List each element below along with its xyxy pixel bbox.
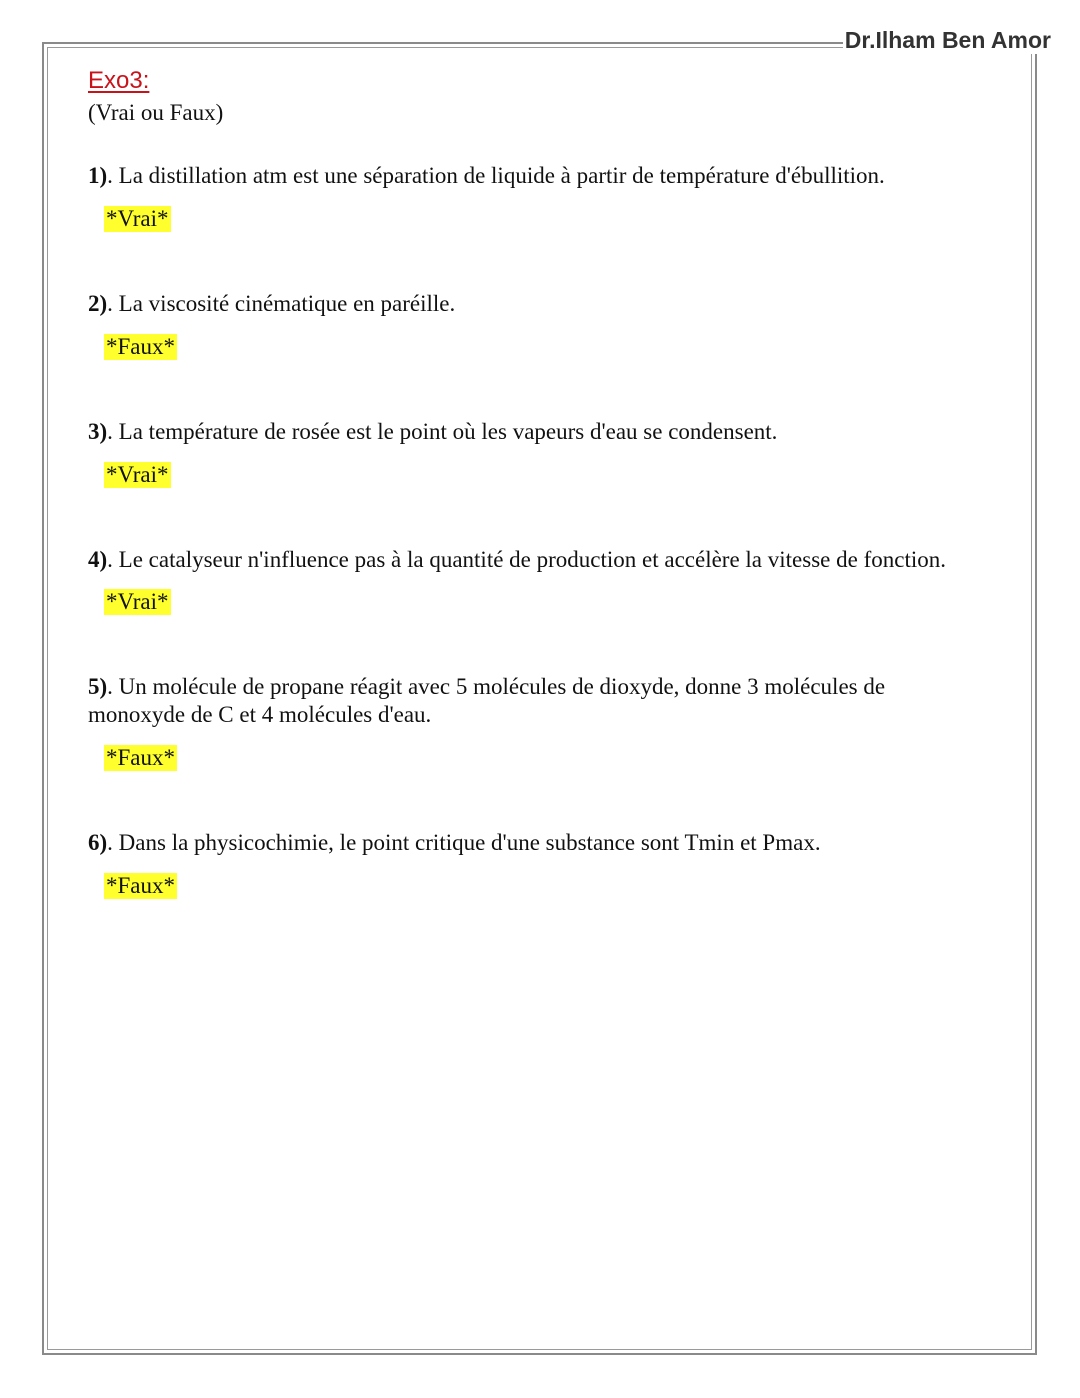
question-number: 6) bbox=[88, 830, 108, 855]
question-5 bbox=[88, 673, 968, 729]
answer-5-highlight: *Faux* bbox=[106, 745, 175, 770]
question-text: . La distillation atm est une séparation de liquide à partir de température d'ébullition. bbox=[107, 163, 885, 188]
question-number: 3) bbox=[88, 419, 108, 444]
question-2 bbox=[88, 290, 1018, 318]
question-text: . La température de rosée est le point où les vapeurs d'eau se condensent. bbox=[107, 419, 778, 444]
question-number: 5) bbox=[88, 674, 108, 699]
answer-6-highlight: *Faux* bbox=[106, 873, 175, 898]
question-text: . Dans la physicochimie, le point critique d'une substance sont Tmin et Pmax. bbox=[107, 830, 821, 855]
question-text: . Un molécule de propane réagit avec 5 molécules de dioxyde, donne 3 molécules de monoxyde de C et 4 molécules d'eau. bbox=[88, 674, 886, 727]
question-6 bbox=[88, 829, 1018, 857]
question-number: 2) bbox=[88, 291, 108, 316]
question-number: 4) bbox=[88, 547, 108, 572]
question-4 bbox=[88, 546, 1023, 574]
question-text: . Le catalyseur n'influence pas à la quantité de production et accélère la vitesse de fonction. bbox=[107, 547, 946, 572]
answer-2-highlight: *Faux* bbox=[106, 334, 175, 359]
question-number: 1) bbox=[88, 163, 108, 188]
answer-4-highlight: *Vrai* bbox=[106, 589, 169, 614]
question-text: . La viscosité cinématique en paréille. bbox=[107, 291, 456, 316]
exercise-subtitle: (Vrai ou Faux) bbox=[88, 100, 224, 125]
author-name: Dr.Ilham Ben Amor bbox=[844, 27, 1051, 53]
answer-1-highlight: *Vrai* bbox=[106, 206, 169, 231]
answer-3-highlight: *Vrai* bbox=[106, 462, 169, 487]
exercise-title: Exo3: bbox=[88, 67, 150, 94]
question-1 bbox=[88, 162, 1018, 190]
question-3 bbox=[88, 418, 1018, 446]
